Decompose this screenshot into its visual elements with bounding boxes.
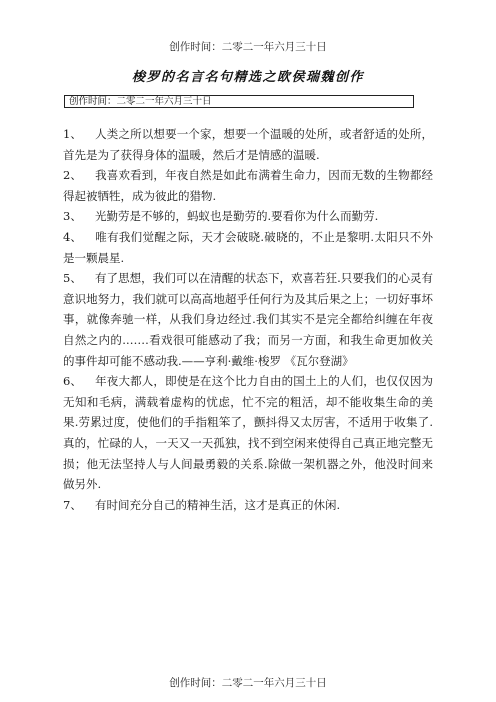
quote-text: 唯有我们觉醒之际，天才会破晓.破晓的，不止是黎明.太阳只不外是一颗晨星. (63, 229, 433, 265)
quote-text: 有了思想，我们可以在清醒的状态下，欢喜若狂.只要我们的心灵有意识地努力，我们就可以高高地超乎任何行为及其后果之上；一切好事坏事，就像奔驰一样，从我们身边经过.我们其实不是完全都给纠缠在年夜自然之内的.……看戏很可能感动了我；而另一方面，和我生命更加攸关的事件却可能不感动我.——亨利·戴维·梭罗 《瓦尔登湖》 (63, 271, 433, 368)
quote-item (63, 227, 433, 268)
quote-item (63, 206, 433, 227)
creation-time-box: 创作时间：二零二一年六月三十日 (64, 95, 414, 108)
quote-text: 光勤劳是不够的，蚂蚁也是勤劳的.要看你为什么而勤劳. (95, 209, 379, 224)
page-footer: 创作时间：二零二一年六月三十日 (169, 677, 327, 689)
quote-item (63, 124, 433, 165)
quote-text: 我喜欢看到，年夜自然是如此布满着生命力，因而无数的生物都经得起被牺牲，成为彼此的猎物. (63, 168, 433, 203)
quote-number: 7、 (63, 497, 82, 512)
quote-number: 3、 (63, 209, 82, 224)
document-title: 梭罗的名言名句精选之欧侯瑞魏创作 (131, 70, 364, 85)
quote-text: 年夜大都人，即使是在这个比力自由的国土上的人们，也仅仅因为无知和毛病，满载着虚构的忧虑，忙不完的粗活，却不能收集生命的美果.劳累过度，使他们的手指粗笨了，颤抖得又太厉害，不适用于收集了.真的，忙碌的人，一天又一天孤独，找不到空闲来使得自己真正地完整无损；他无法坚持人与人间最勇毅的关系.除做一架机器之外，他没时间来做另外. (63, 374, 433, 492)
quote-text: 有时间充分自己的精神生活，这才是真正的休闲. (95, 497, 341, 512)
quote-list (63, 124, 433, 515)
quote-number: 1、 (63, 127, 82, 141)
page-header: 创作时间：二零二一年六月三十日 (169, 41, 327, 53)
quote-item (63, 495, 433, 516)
quote-number: 2、 (63, 168, 82, 183)
quote-text: 人类之所以想要一个家，想要一个温暖的处所，或者舒适的处所，首先是为了获得身体的温暖，然后才是情感的温暖. (63, 127, 433, 162)
quote-number: 4、 (63, 229, 82, 244)
quote-item (63, 268, 433, 371)
quote-item (63, 165, 433, 206)
quote-item (63, 371, 433, 495)
quote-number: 5、 (63, 271, 82, 286)
quote-number: 6、 (63, 374, 82, 389)
